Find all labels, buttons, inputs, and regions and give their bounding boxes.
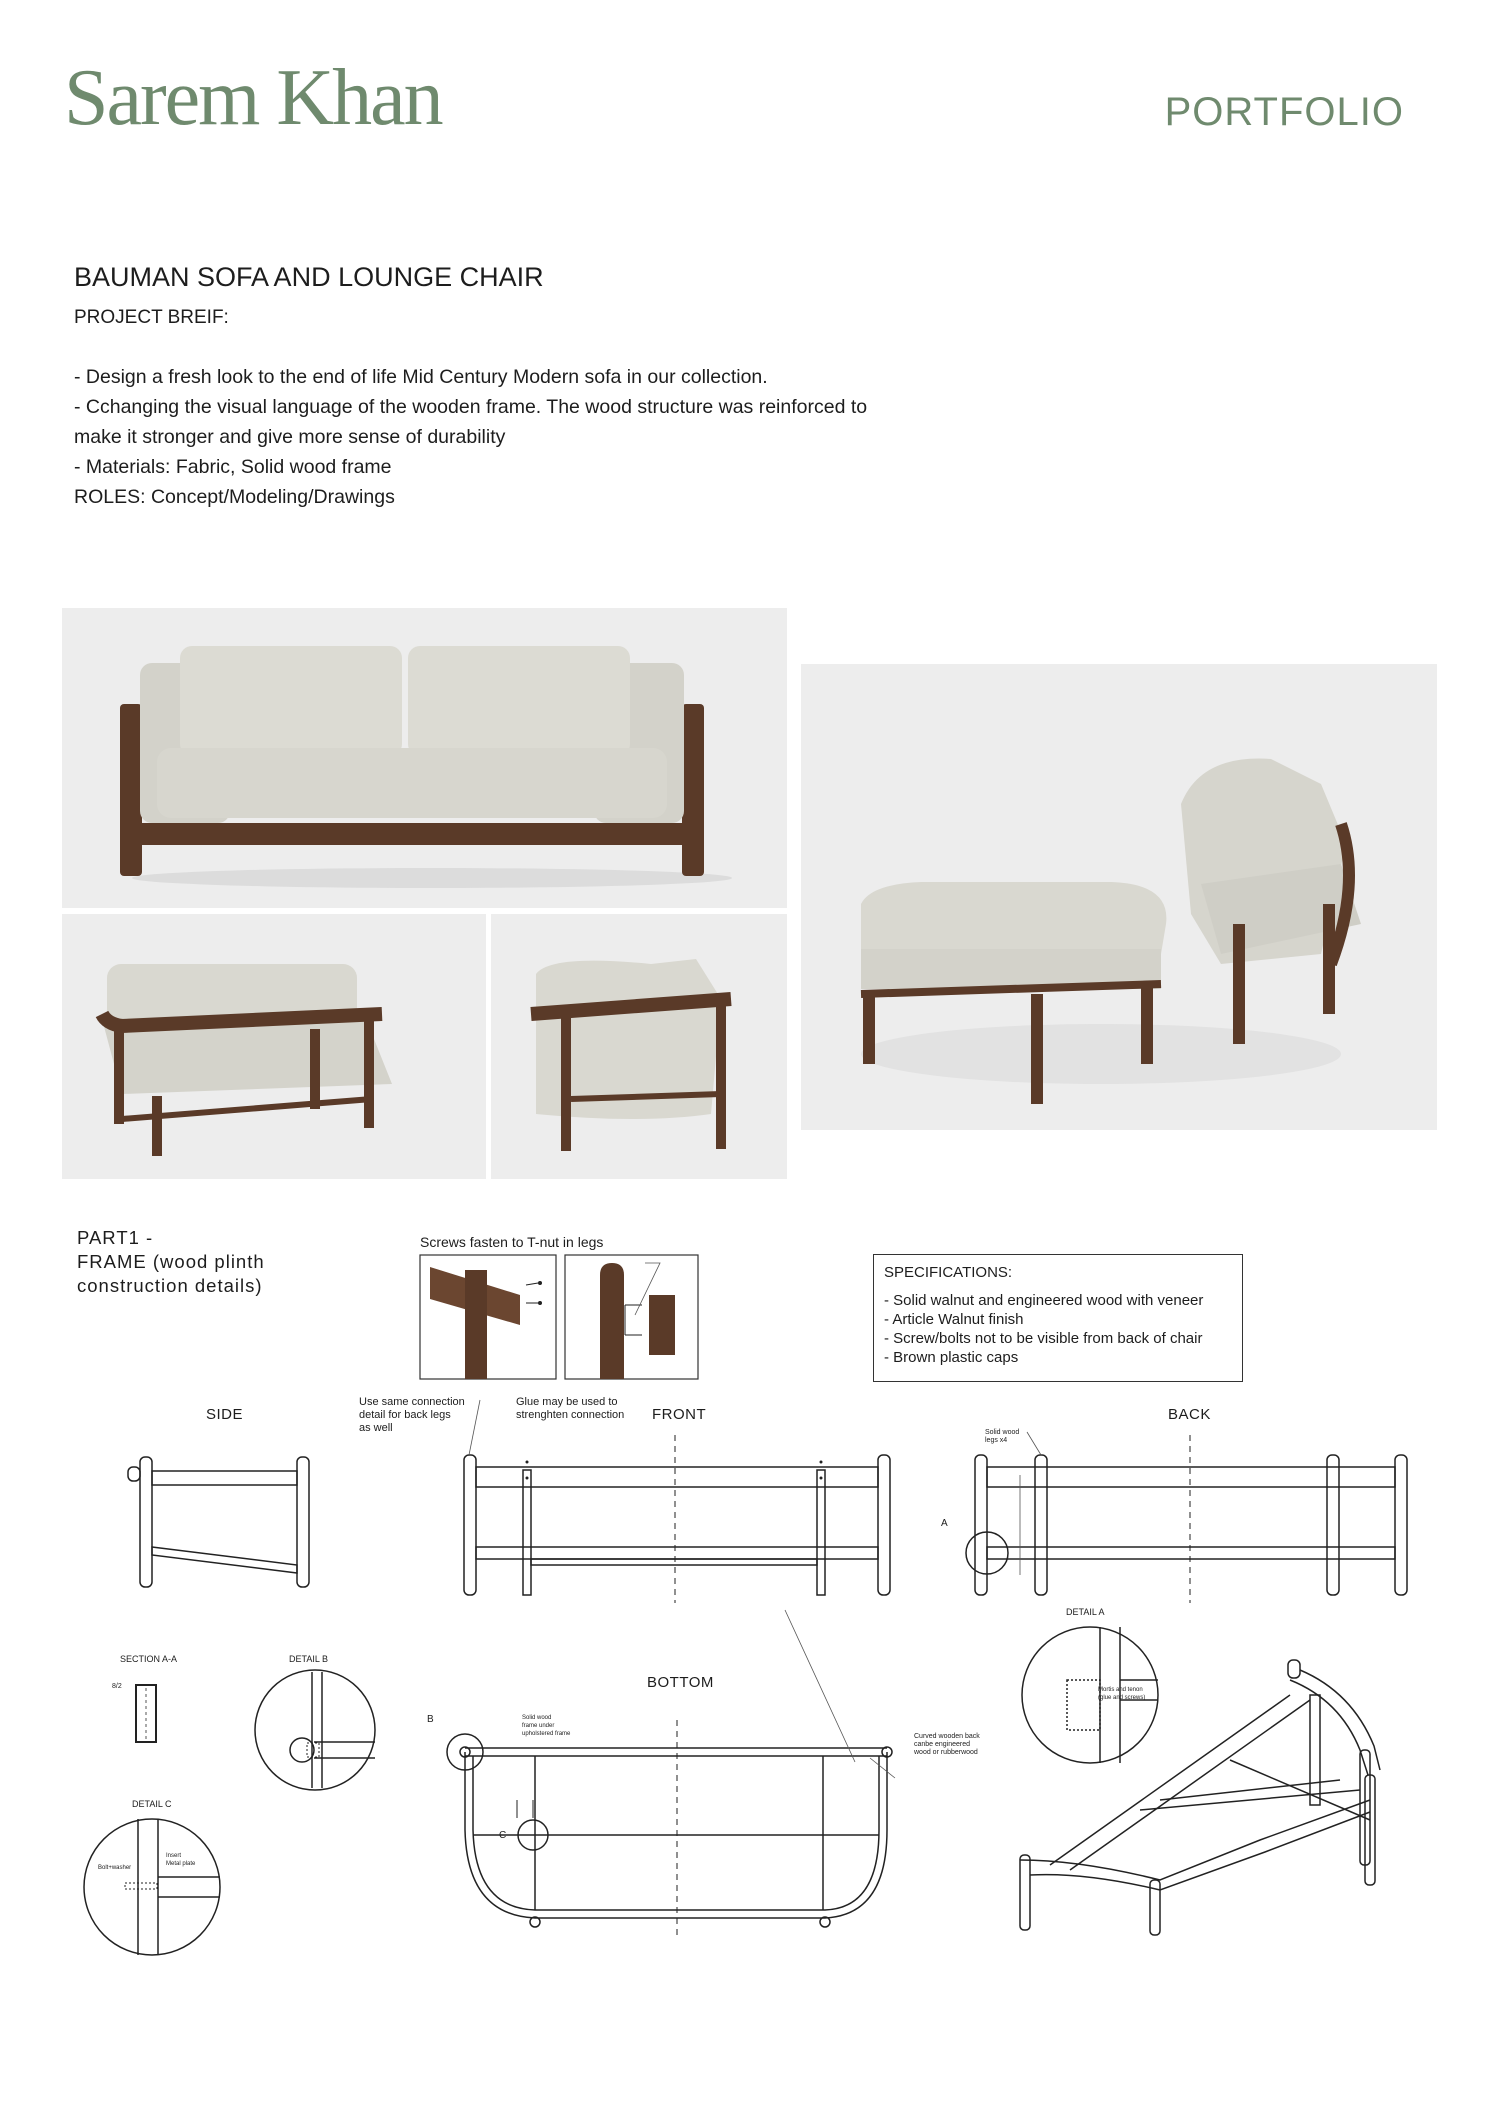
brief-line: - Materials: Fabric, Solid wood frame (74, 456, 392, 478)
isometric-drawing (960, 1600, 1440, 1930)
front-view-drawing (455, 1435, 895, 1605)
insert-line: Insert (166, 1853, 182, 1859)
bottom-view-label: BOTTOM (647, 1674, 714, 1691)
bottom-view-drawing (425, 1700, 905, 1950)
marker-b: B (427, 1714, 435, 1725)
brief-line: - Cchanging the visual language of the wooden frame. The wood structure was reinforced to (74, 396, 868, 418)
spec-item: - Solid walnut and engineered wood with veneer (884, 1292, 1204, 1309)
back-view-drawing (965, 1435, 1415, 1605)
spec-item: - Screw/bolts not to be visible from back of chair (884, 1330, 1203, 1347)
solid-legs-line: legs x4 (985, 1437, 1008, 1444)
part-heading-line: construction details) (77, 1275, 263, 1296)
detail-a-label: DETAIL A (1066, 1607, 1105, 1617)
project-title: BAUMAN SOFA AND LOUNGE CHAIR (74, 262, 544, 292)
curved-back-line: wood or rubberwood (914, 1749, 978, 1756)
spec-item: - Brown plastic caps (884, 1349, 1019, 1366)
mortise-note (1098, 1686, 1145, 1702)
chair-ottoman-image (801, 664, 1437, 1130)
brand-logo: Sarem Khan (64, 54, 442, 142)
brief-label: PROJECT BREIF: (74, 307, 229, 328)
sofa-back-image (62, 914, 486, 1179)
solid-frame-line: Solid wood (522, 1715, 552, 1721)
solid-frame-line: frame under (522, 1723, 555, 1729)
glue-note (516, 1396, 624, 1422)
glue-note-line: strenghten connection (516, 1409, 625, 1421)
connection-note-line: detail for back legs (359, 1409, 451, 1421)
connection-note (359, 1396, 465, 1435)
chair-side-image (491, 914, 787, 1179)
part-heading-line: PART1 - (77, 1227, 154, 1248)
mortise-line: (glue and screws) (1098, 1695, 1146, 1701)
brief-line: ROLES: Concept/Modeling/Drawings (74, 486, 395, 508)
part-heading (77, 1226, 265, 1298)
mortise-line: Mortis and tenon (1098, 1687, 1143, 1693)
part-heading-line: FRAME (wood plinth (77, 1251, 265, 1272)
back-view-label: BACK (1168, 1406, 1211, 1423)
joint-detail-drawing (420, 1255, 720, 1385)
brief-line: - Design a fresh look to the end of life Mid Century Modern sofa in our collection. (74, 366, 768, 388)
curved-back-line: Curved wooden back (914, 1733, 980, 1740)
solid-legs-note (985, 1429, 1019, 1445)
brief-line: make it stronger and give more sense of durability (74, 426, 506, 448)
section-detail-drawing (130, 1680, 410, 1780)
detail-c-label: DETAIL C (132, 1799, 172, 1809)
specifications-box (873, 1254, 1243, 1382)
spec-item: - Article Walnut finish (884, 1311, 1024, 1328)
side-view-drawing (125, 1455, 315, 1595)
marker-a: A (941, 1518, 949, 1529)
solid-legs-line: Solid wood (985, 1429, 1020, 1436)
specifications-heading: SPECIFICATIONS: (884, 1264, 1013, 1281)
side-view-label: SIDE (206, 1406, 244, 1423)
glue-note-line: Glue may be used to (516, 1396, 618, 1408)
detail-c-drawing (80, 1815, 230, 1965)
brief-text (74, 362, 974, 512)
portfolio-label: PORTFOLIO (1164, 90, 1404, 134)
front-view-label: FRONT (652, 1406, 707, 1423)
sofa-front-image (62, 608, 787, 908)
section-aa-label: SECTION A-A (120, 1654, 178, 1664)
section-dim: 8/2 (112, 1683, 122, 1690)
curved-back-note (914, 1733, 980, 1757)
insert-line: Metal plate (166, 1861, 196, 1867)
marker-c: C (499, 1830, 507, 1841)
insert-note (166, 1852, 195, 1868)
bolt-note: Bolt+washer (98, 1865, 132, 1871)
detail-b-label: DETAIL B (289, 1654, 329, 1664)
screws-note: Screws fasten to T-nut in legs (420, 1234, 604, 1250)
solid-frame-line: upholstered frame (522, 1731, 571, 1737)
curved-back-line: canbe engineered (914, 1741, 971, 1748)
solid-frame-note (522, 1714, 570, 1738)
connection-note-line: as well (359, 1422, 393, 1434)
connection-note-line: Use same connection (359, 1396, 465, 1408)
